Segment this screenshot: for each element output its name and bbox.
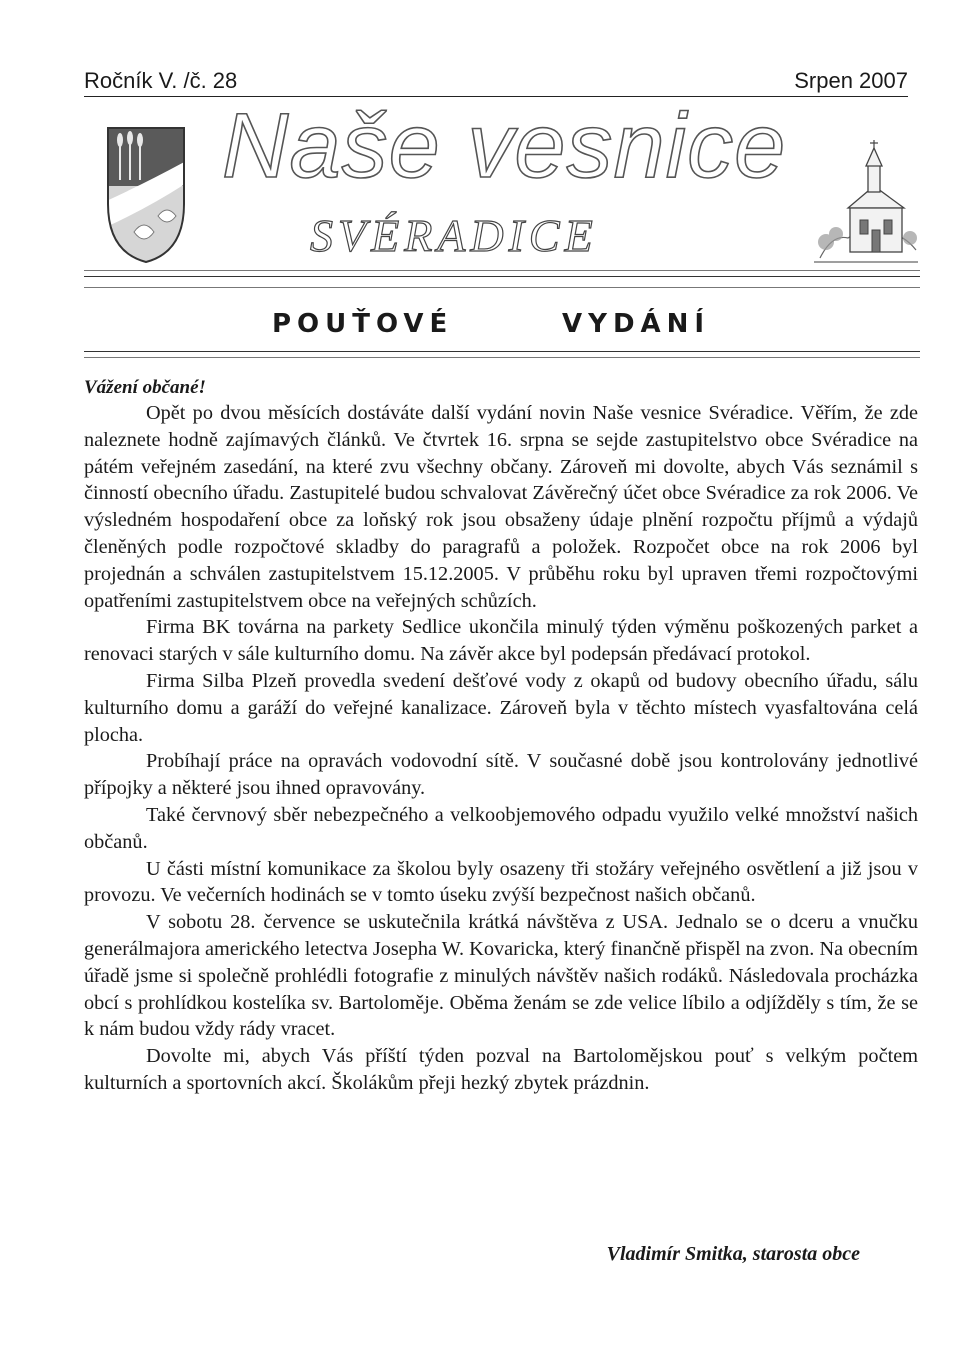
masthead-rule — [84, 287, 920, 288]
paragraph: Firma Silba Plzeň provedla svedení dešťové vody z okapů od budovy obecního úřadu, sálu kulturního domu a garáží do veřejné kanalizace. Zároveň byla v těchto místech vyasfaltována celá plocha. — [84, 669, 918, 746]
edition-rule — [84, 351, 920, 352]
masthead-rule — [84, 276, 920, 277]
paragraph: V sobotu 28. července se uskutečnila krátká návštěva z USA. Jednalo se o dceru a vnučku generálmajora amerického letectva Josepha W. Kovaricka, který finančně přispěl na zvon. Na obecním úřadě jsme si společně prohlédli fotografie z minulých návštěv našich rodáků. Následovala procházka obcí s prohlídkou kostelíka sv. Bartoloměje. Oběma ženám se zde velice líbilo a odjížděly s tím, že se k nám budou vždy rády vracet. — [84, 911, 919, 1041]
paragraph: Firma BK továrna na parkety Sedlice ukončila minulý týden výměnu poškozených parket a renovaci starých v sále kulturního domu. Na závěr akce byl podepsán předávací protokol. — [84, 616, 918, 666]
paragraph: Dovolte mi, abych Vás příští týden pozval na Bartolomějskou pouť s velkým počtem kulturních a sportovních akcí. Školákům přeji hezký zbytek prázdnin. — [84, 1045, 918, 1094]
edition-word-2: VYDÁNÍ — [562, 309, 711, 339]
masthead-subtitle: SVÉRADICE — [310, 210, 598, 261]
edition-heading — [272, 309, 832, 339]
issue-date: Srpen 2007 — [794, 68, 908, 93]
issue-number: Ročník V. /č. 28 — [84, 68, 238, 93]
edition-word-1: POUŤOVÉ — [272, 309, 454, 339]
masthead-title: Naše vesnice — [222, 95, 787, 197]
village-crest-logo — [104, 124, 188, 264]
church-illustration — [812, 138, 920, 270]
greeting: Vážení občané! — [84, 377, 206, 398]
letter-body — [84, 376, 918, 1097]
paragraph: Opět po dvou měsících dostáváte další vydání novin Naše vesnice Svéradice. Věřím, že zde naleznete hodně zajímavých článků. Ve čtvrtek 16. srpna se sejde zastupitelstvo obce Svéradice na pátém veřejném zasedání, na které zvu všechny občany. Zároveň mi dovolte, abych Vás seznámil s činností obecního úřadu. Zastupitelé budou schvalovat Závěrečný účet obce Svéradice za rok 2006. Ve výsledném hospodaření obce za loňský rok jsou obsaženy údaje plnění rozpočtu příjmů a výdajů členěných podle rozpočtové skladby do paragrafů a položek. Rozpočet obce na rok 2006 byl projednán a schválen zastupitelstvem 15.12.2005. V průběhu roku byl upraven třemi rozpočtovými opatřeními zastupitelstvem obce na veřejných schůzích. — [84, 402, 918, 612]
paragraph: Probíhají práce na opravách vodovodní sítě. V současné době jsou kontrolovány jednotlivé přípojky a některé jsou ihned opravovány. — [84, 750, 918, 800]
masthead-rule — [84, 270, 920, 271]
signature: Vladimír Smitka, starosta obce — [606, 1243, 860, 1265]
paragraph: Také červnový sběr nebezpečného a velkoobjemového odpadu využilo velké množství našich občanů. — [84, 803, 918, 853]
edition-rule — [84, 357, 920, 358]
paragraph: U části místní komunikace za školou byly osazeny tři stožáry veřejného osvětlení a již jsou v provozu. Ve večerních hodinách se v tomto úseku zvýší bezpečnost našich občanů. — [84, 857, 918, 907]
header-line — [84, 66, 908, 97]
